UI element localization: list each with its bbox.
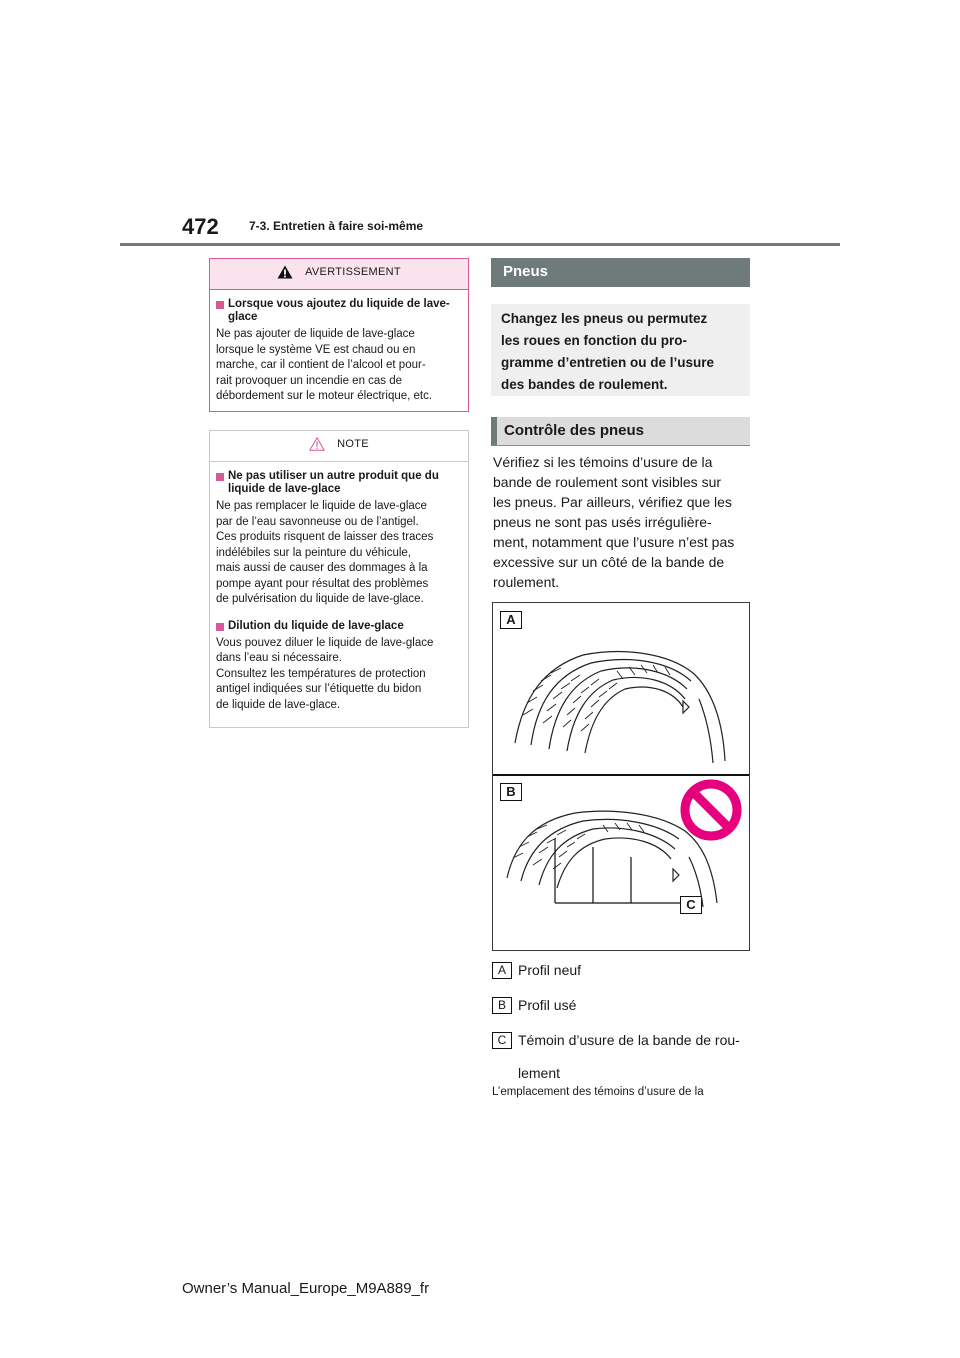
square-bullet-icon: [216, 301, 224, 309]
figure-label-c: C: [680, 896, 702, 914]
section-title: Pneus: [491, 258, 750, 287]
note-title: NOTE: [337, 438, 369, 450]
legend-key: B: [492, 997, 512, 1014]
prohibited-icon: [685, 784, 737, 836]
page-number: 472: [182, 214, 219, 239]
note-header: [210, 431, 468, 462]
legend-item: [492, 960, 581, 987]
square-bullet-icon: [216, 473, 224, 481]
warning-item-text: Ne pas ajouter de liquide de lave-glace lorsque le système VE est chaud ou en marche, car il contient de l’alcool et pour- rait provoquer un incendie en cas de débordement sur le moteur électrique, etc.: [216, 328, 433, 402]
subsection-title: Contrôle des pneus: [491, 417, 750, 446]
legend-key: A: [492, 962, 512, 979]
legend-key: C: [492, 1032, 512, 1049]
note-box: [209, 430, 469, 728]
subsection-body: Vérifiez si les témoins d’usure de la bande de roulement sont visibles sur les pneus. Par ailleurs, vérifiez que les pneus ne sont pas usés irrégulière- ment, notamment que l’usure n’est pas excessive sur un côté de la bande de roulement.: [493, 454, 735, 590]
header-rule: [120, 243, 840, 246]
warning-box: [209, 258, 469, 412]
legend-item: [492, 1030, 740, 1090]
note-item-heading: Dilution du liquide de lave-glace: [216, 620, 462, 633]
warning-icon: [277, 265, 293, 279]
note-item-heading: Ne pas utiliser un autre produit que du liquide de lave-glace: [216, 470, 462, 496]
tire-illustration: [493, 603, 749, 950]
warning-title: AVERTISSEMENT: [305, 266, 401, 278]
warning-item-heading: Lorsque vous ajoutez du liquide de lave-glace: [216, 298, 462, 324]
legend-text: Profil neuf: [518, 962, 582, 978]
figure-label-b: B: [500, 783, 522, 801]
warning-header: [210, 259, 468, 290]
note-item-text: Vous pouvez diluer le liquide de lave-glace dans l’eau si nécessaire. Consultez les températures de protection antigel indiquées sur l’étiquette du bidon de liquide de lave-glace.: [216, 636, 434, 711]
note-item-text: Ne pas remplacer le liquide de lave-glace par de l’eau savonneuse ou de l’antigel. Ces produits risquent de laisser des traces indélébiles sur la peinture du véhicule, mais aussi de causer des dommages à la pompe ayant pour résultat des problèmes de pulvérisation du liquide de lave-glace.: [216, 500, 434, 605]
square-bullet-icon: [216, 623, 224, 631]
legend-text: Profil usé: [518, 997, 577, 1013]
continued-text: L’emplacement des témoins d’usure de la: [492, 1086, 704, 1098]
chapter-title: 7-3. Entretien à faire soi-même: [249, 219, 424, 233]
legend-item: [492, 995, 576, 1022]
tire-figure: [492, 602, 750, 951]
legend-text: Témoin d’usure de la bande de rou- lement: [518, 1032, 740, 1081]
section-intro: Changez les pneus ou permutez les roues en fonction du pro- gramme d’entretien ou de l’usure des bandes de roulement.: [491, 304, 750, 396]
new-tire-drawing: [515, 652, 725, 763]
figure-label-a: A: [500, 611, 522, 629]
caution-icon: [309, 437, 325, 451]
footer-text: Owner’s Manual_Europe_M9A889_fr: [182, 1280, 430, 1297]
